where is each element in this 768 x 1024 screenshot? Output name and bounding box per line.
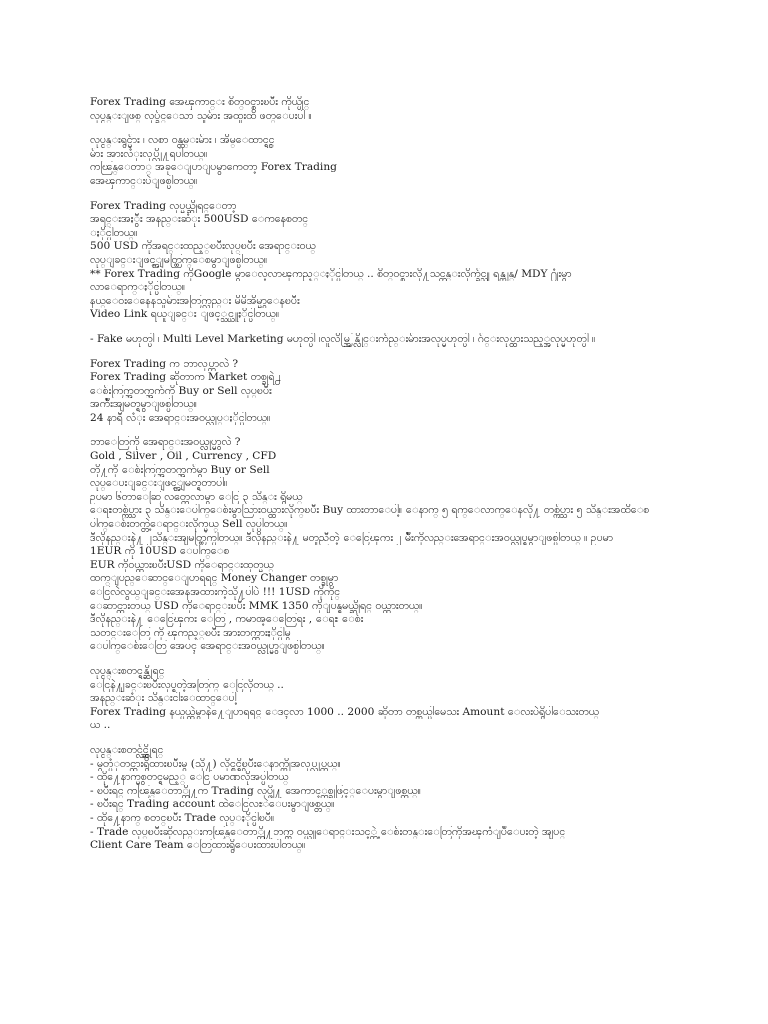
- text-line: နယ္ေဝးေနေနသူမ်ားအတြက္လည္း မိမိအိမ္မွာေနၿပီး: [90, 294, 300, 307]
- paragraph: [90, 96, 730, 123]
- text-line: Forex Trading လုပ္မယ္ဆိုရင္ေတာ့: [90, 199, 237, 212]
- text-line: လုပ္ေပးျခင္းျဖင့္အျမတ္ရတာပါ။: [90, 477, 228, 490]
- paragraph: [90, 436, 730, 654]
- text-line: - Fake မဟုတ္ပါ ၊ Multi Level Marketing မဟုတ္ပါ ၊လူလိမ္အြန္လိုင္းက်ည္းမ်ားအလုပ္မဟုတ္ပါ ၊ ဂ်င္းလုပ္ထားသည့္အလုပ္မဟုတ္ပါ ။: [90, 332, 596, 345]
- text-line: Forex Trading ဆိုတာက Market တစ္ခုရဲ႕: [90, 371, 282, 384]
- text-line: - ၿပီးရင္ ကၽြန္ေတာ္တို႔က Trading လုပ္ဖို႔ အေကာင့္တစ္ခုဖြင့္ေပးမွာျဖစ္တယ္။: [90, 784, 421, 797]
- text-line: ယ ..: [90, 719, 111, 732]
- text-line: ေဆာင္ထားတယ္ USD ကိုေရာင္းၿပီး MMK 1350 ကိုျပန္ရမယ္ဆိုရင္ ဝယ္ထားတယ္။: [90, 599, 423, 612]
- text-line: - ၿပီးရင္ Trading account ထဲေငြလႊဲေပးမွာျဖစ္တယ္။: [90, 798, 335, 811]
- text-line: မ်ား အားလံုးလုပ္လို႔ရပါတယ္။: [90, 147, 208, 160]
- text-line: ထက္ျပည္ေဆာင္ေျပာရရင္ Money Changer တစ္ခုမွာ: [90, 572, 339, 585]
- text-line: - ထို႔ေနာက္မွစတင္ရမည့္ ေငြ ပမာဏလိုအပ္ပါတယ္: [90, 771, 289, 784]
- text-line: အနည္းဆံုး သိန္းငါးေထာင္ေပါ့: [90, 692, 237, 705]
- paragraph: [90, 358, 730, 426]
- text-line: ဒီလိုနည္းနဲ႔ ေငြေၾကး ေတြ , ကမာၻ့ေတြေရး , ေရႊ ေစ်း: [90, 613, 364, 626]
- text-line: ေရႊတစ္က်ပ္သား ၃ သိန္းေပါက္ေစ်းမွာသြားဝယ္ထားလိုက္ၿပီး Buy ထားတာေပါ့။ ေနာက္ ၅ ရက္ေလာက္ေနလို႔ တစ္က်ပ္သား ၅ သိန္းအထိေစ: [90, 504, 650, 517]
- text-line: ဥပမာ ၆တာေဆြ လတ္တေလာမွာ ေငြ ၃ သိန္း ရွိမယ္: [90, 490, 303, 503]
- text-line: Forex Trading က ဘာလုပ္တာလဲ ?: [90, 357, 239, 370]
- text-line: အက်ိဳးအျမတ္ရမွာျဖစ္ပါတယ္။: [90, 398, 197, 411]
- text-line: ** Forex Trading ကိုGoogle မွာေလ့လာၾကည့္ႏိုင္ပါတယ္ .. စိတ္ဝင္စားလို႔သင္တန္းလိုက္ခ်င္သူ ရန္ကုန္/ MDY ႐ုံးမွာ: [90, 267, 572, 280]
- text-line: ပါက္ေစ်းတက္တဲ့ေရာင္းလိုက္မယ္ Sell လုပ္ပါတယ္။: [90, 518, 288, 531]
- text-line: ေပါက္ေစ်းေတြ အေပၚ အေရာင္းအဝယ္လုပ္မွာျဖစ္ပါတယ္။: [90, 640, 325, 653]
- text-line: EUR ကိုဝယ္ထားၿပီးUSD ကိုေရာင္းထုတ္မယ္: [90, 558, 274, 571]
- paragraph: [90, 744, 730, 853]
- text-line: - ထို႔ေနာက္ စတင္ၿပီး Trade လုပ္ႏိုင္ပါၿပီ။: [90, 811, 275, 824]
- text-line: လုပ္ျခင္းျဖင့္အျမတ္ထြက္ေစမွာျဖစ္ပါတယ္။: [90, 253, 268, 266]
- text-line: လုပ္ငန္းျဖစ္ လုပ္ခ်င္ေသာ သူမ်ား အထူးထိ ဖတ္ေပးပါ ။: [90, 109, 312, 122]
- text-line: ကၽြန္ေတာ္ အခုေျပာျပမွာကေတာ့ Forex Trading: [90, 161, 337, 174]
- text-line: Video Link ရယူျခင္း ျဖင့္သင္ယူႏိုင္ပါတယ္။: [90, 308, 280, 321]
- text-line: 500 USD ကိုအရင္းထည့္ၿပီးလုပ္ၿပီး အေရာင္းဝယ္: [90, 240, 316, 253]
- text-line: Forex Trading နယ္ပယ္ထဲမွာနဲ႔ေျပာရရင္ ေဒၚလာ 1000 .. 2000 ဆိုတာ တစ္ကယ္ပါမေသး Amount ေလးပဲရွိပါေသးတယ္: [90, 705, 600, 718]
- paragraph: [90, 333, 730, 347]
- text-line: 24 နာရီ လံုး အေရာင္းအဝယ္လုပ္ႏိုင္ပါတယ္။: [90, 411, 271, 424]
- paragraph: [90, 134, 730, 188]
- text-line: ေစ်းကြက္အတက္အက်ကို Buy or Sell လုပ္ၿပီး: [90, 384, 272, 397]
- text-line: Forex Trading အေၾကာင္း စိတ္ဝင္စားၿပီး ကိုယ္ပိုင္: [90, 96, 310, 108]
- text-line: လုပ္ငန္းစတင္လွ်င္ဆိုရင္: [90, 743, 164, 756]
- text-line: ေငြလဲလွယ္ျခင္းအေနအထားကဲ့သို႔ပါပဲ !!! 1USD ကိုကိုင္: [90, 586, 341, 598]
- text-line: Gold , Silver , Oil , Currency , CFD: [90, 450, 277, 463]
- text-line: Client Care Team ေတြထားရွိေပးထားပါတယ္။: [90, 839, 306, 852]
- text-line: - မွတ္ပံုတင္ထားရွိထားၿပီးမွ (သို႔) လိုင္စင္ရွိၿပီးေနာက္ကိုအလုပ္လုပ္တယ္။: [90, 757, 341, 770]
- text-line: အေၾကာင္းပဲျဖစ္ပါတယ္။: [90, 174, 198, 187]
- paragraph: [90, 665, 730, 733]
- document-body: [90, 96, 730, 864]
- text-line: အရင္းအႏွီး အနည္းဆံုး 500USD ေကနေစတင္: [90, 213, 309, 226]
- text-line: 1EUR ကို 10USD ေပါက္ေစ: [90, 545, 230, 558]
- text-line: - Trade လုပ္ၿပီးဆိုလည္းကၽြန္ေတာ္တို႔ဘက္က ဝယ္ယူေရာင္းသင့္တဲ့ ေစ်းတန္းေတြကိုအၾကံျပဳေပးတဲ့ အျပင္: [90, 825, 566, 838]
- paragraph: [90, 200, 730, 322]
- text-line: လုပ္ငန္းရွင္မ်ား ၊ လစာ ဝန္ထမ္းမ်ား ၊ အိမ္ေထာင္ရွင္: [90, 134, 275, 147]
- text-line: ဘာေတြကို အေရာင္းအဝယ္လုပ္မွာလဲ ?: [90, 436, 241, 449]
- text-line: သတင္းေတြ ကို ၾကည့္ၿပီး အားတက္ထားႏိုင္ပါမွ: [90, 626, 291, 639]
- text-line: ႏိုင္ပါတယ္။: [90, 226, 138, 239]
- text-line: လာေရာက္ႏိုင္ပါတယ္။: [90, 281, 185, 294]
- text-line: ဒီလိုနည္းနဲ႔ ၂သိန္းအျမတ္ထြက္ပါတယ္။ ဒီလိုနည္းနဲ႔ မတူညီတဲ့ ေငြေၾကး ၂ မ်ိဳးကိုလည္းအေရာင္းအဝယ္လုပ္ရမွာျဖစ္ပါတယ္ ။ ဥပမာ: [90, 531, 614, 544]
- text-line: ေငြနဲ႔ျခင္းၿပီးလုပ္ရတဲ့အတြက္ ေငြလိုတယ္ ..: [90, 678, 284, 691]
- text-line: တို႔ကို ေစ်းကြက္အတက္အက်မွာ Buy or Sell: [90, 463, 270, 476]
- text-line: လုပ္ငန္းစတင္ရန္ဆိုရင္: [90, 664, 165, 677]
